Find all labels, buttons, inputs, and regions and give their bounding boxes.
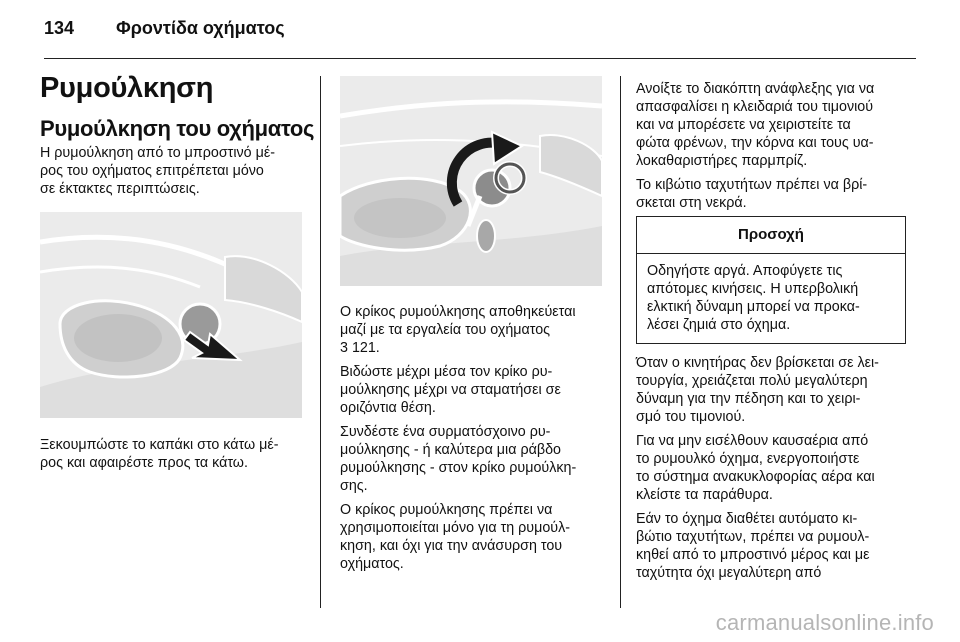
page-reference[interactable] [340,340,380,356]
text-line: οχήματος. [340,556,404,572]
text-line: Ανοίξτε το διακόπτη ανάφλεξης για να [636,81,875,97]
right-text-top [636,80,912,218]
right-text-bottom [636,354,912,588]
paragraph-storage [340,303,608,357]
text-line: σε έκτακτες περιπτώσεις. [40,181,200,197]
text-line: κηση, και όχι για την ανάσυρση του [340,538,563,554]
section-title: Ρυμούλκηση [40,72,214,104]
column-divider-right [620,76,621,608]
text-line: Για να μην εισέλθουν καυσαέρια από [636,433,869,449]
caution-box [636,216,906,344]
paragraph-ignition [636,80,912,170]
header-rule [44,58,916,59]
paragraph-automatic [636,510,912,582]
text-line: κλείστε τα παράθυρα. [636,487,773,503]
chapter-title: Φροντίδα οχήματος [116,18,285,38]
text-line: σης. [340,478,368,494]
text-line: και να μπορέσετε να χειριστείτε τα [636,117,851,133]
text-line: Ξεκουμπώστε το καπάκι στο κάτω μέ- [40,437,279,453]
page-header [44,14,916,60]
text-line: οριζόντια θέση. [340,400,436,416]
left-caption [40,436,312,478]
paragraph-screw-in [340,363,608,417]
text-line: Συνδέστε ένα συρματόσχοινο ρυ- [340,424,551,440]
text-line: Ο κρίκος ρυμούλκησης πρέπει να [340,502,553,518]
text-line: σκεται στη νεκρά. [636,195,747,211]
text-line: Βιδώστε μέχρι μέσα τον κρίκο ρυ- [340,364,553,380]
page-number: 134 [44,18,75,38]
text-line: μούλκησης - ή καλύτερα μια ράβδο [340,442,561,458]
caution-title: Προσοχή [637,217,905,254]
reference-arrow-icon: 3 [340,340,348,356]
reference-page: 121. [351,340,380,356]
text-line: Όταν ο κινητήρας δεν βρίσκεται σε λει- [636,355,879,371]
paragraph-connect [340,423,608,495]
text-line: το ρυμουλκό όχημα, ενεργοποιήστε [636,451,860,467]
column-divider-left [320,76,321,608]
text-line: Ο κρίκος ρυμούλκησης αποθηκεύεται [340,304,576,320]
text-line: Το κιβώτιο ταχυτήτων πρέπει να βρί- [636,177,868,193]
text-line: ρος και αφαιρέστε προς τα κάτω. [40,455,248,471]
caution-body [637,254,905,342]
subsection-title: Ρυμούλκηση του οχήματος [40,116,315,141]
text-line: απασφαλίσει η κλειδαριά του τιμονιού [636,99,874,115]
towing-eye-illustration [340,76,602,286]
text-line: Εάν το όχημα διαθέτει αυτόματο κι- [636,511,858,527]
text-line: Οδηγήστε αργά. Αποφύγετε τις [647,263,843,279]
text-line: σμό του τιμονιού. [636,409,746,425]
paragraph-exhaust [636,432,912,504]
text-line: τουργία, χρειάζεται πολύ μεγαλύτερη [636,373,868,389]
caption-paragraph [40,436,312,472]
middle-text [340,303,608,579]
text-line: ρυμούλκησης - στον κρίκο ρυμούλκη- [340,460,577,476]
text-line: κηθεί από το μπροστινό μέρος και με [636,547,870,563]
paragraph-neutral [636,176,912,212]
text-line: μαζί με τα εργαλεία του οχήματος [340,322,551,338]
site-watermark: carmanualsonline.info [715,610,934,635]
text-line: χρησιμοποιείται μόνο για τη ρυμούλ- [340,520,571,536]
text-line: ταχύτητα όχι μεγαλύτερη από [636,565,822,581]
intro-paragraph [40,144,312,198]
text-line: απότομες κινήσεις. Η υπερβολική [647,281,859,297]
text-line: λοκαθαριστήρες παρμπρίζ. [636,153,808,169]
left-intro [40,144,312,204]
paragraph-engine-off [636,354,912,426]
text-line: βώτιο ταχυτήτων, πρέπει να ρυμουλ- [636,529,870,545]
text-line: το σύστημα ανακυκλοφορίας αέρα και [636,469,875,485]
paragraph-usage [340,501,608,573]
text-line: φώτα φρένων, την κόρνα και τους υα- [636,135,874,151]
text-line: λέσει ζημιά στο όχημα. [647,317,791,333]
text-line: δύναμη για την πέδηση και το χειρι- [636,391,861,407]
text-line: ρος του οχήματος επιτρέπεται μόνο [40,163,264,179]
text-line: ελκτική δύναμη μπορεί να προκα- [647,299,860,315]
text-line: Η ρυμούλκηση από το μπροστινό μέ- [40,145,275,161]
text-line: μούλκησης μέχρι να σταματήσει σε [340,382,561,398]
bumper-cover-illustration [40,212,302,418]
